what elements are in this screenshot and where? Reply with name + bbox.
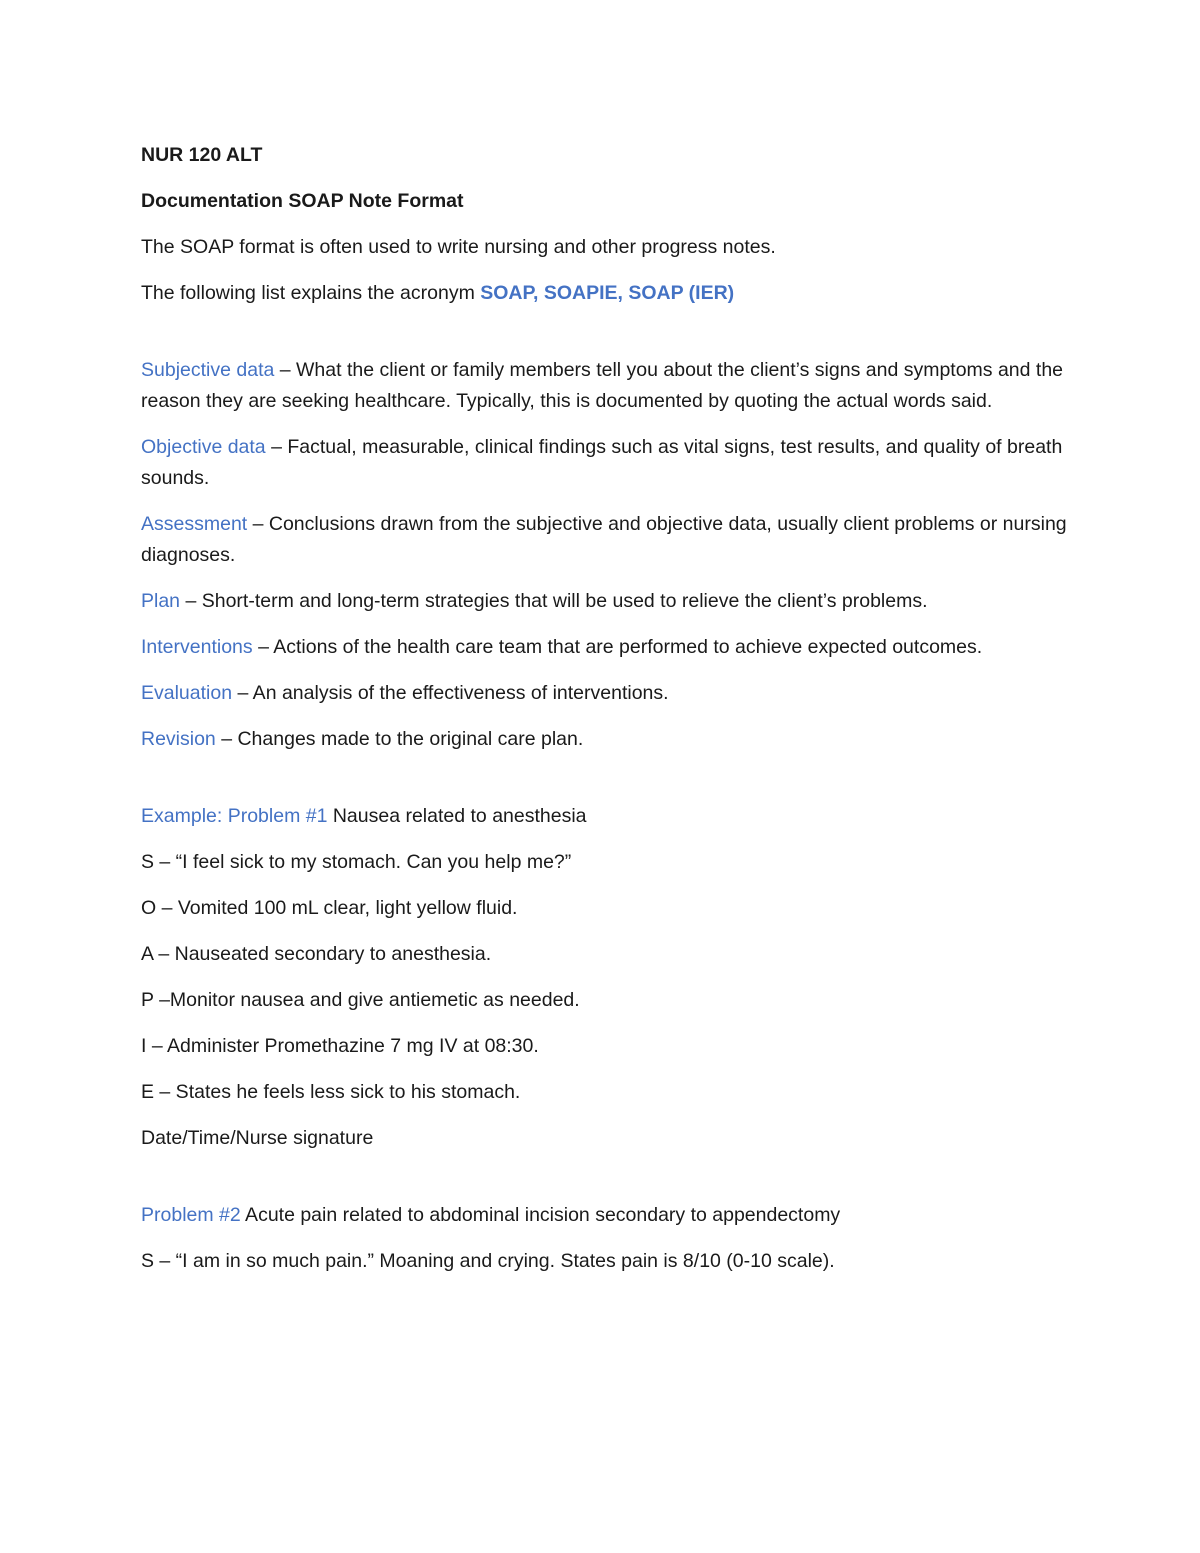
spacer xyxy=(141,770,1071,801)
definition-text: – What the client or family members tell you about the client’s signs and symptoms and the reason they are seeking healthcare. Typically, this is documented by quoting the actual words said. xyxy=(141,359,1064,412)
spacer xyxy=(141,1169,1071,1200)
definition-term: Evaluation xyxy=(141,682,233,704)
intro-line-1: The SOAP format is often used to write nursing and other progress notes. xyxy=(141,236,776,258)
example-1-line: S – “I feel sick to my stomach. Can you help me?” xyxy=(141,851,572,873)
example-1-line: P –Monitor nausea and give antiemetic as needed. xyxy=(141,989,580,1011)
definition-text: – Conclusions drawn from the subjective and objective data, usually client problems or nursing diagnoses. xyxy=(141,513,1067,566)
definition-text: – Actions of the health care team that are performed to achieve expected outcomes. xyxy=(252,636,983,658)
definition-plan xyxy=(141,586,1071,617)
definition-revision xyxy=(141,724,1071,755)
intro-line-2-text: The following list explains the acronym xyxy=(141,282,481,304)
definition-evaluation xyxy=(141,678,1071,709)
definition-text: – Changes made to the original care plan. xyxy=(215,728,584,750)
definition-term: Objective data xyxy=(141,436,266,458)
course-title: NUR 120 ALT xyxy=(141,144,263,166)
definition-term: Interventions xyxy=(141,636,253,658)
example-1-line: I – Administer Promethazine 7 mg IV at 08:30. xyxy=(141,1035,539,1057)
example-2-heading xyxy=(141,1200,1071,1231)
example-1-label: Example: Problem #1 xyxy=(141,805,328,827)
example-1-signature-line: Date/Time/Nurse signature xyxy=(141,1127,374,1149)
example-1-heading xyxy=(141,801,1071,832)
definition-assessment xyxy=(141,509,1071,571)
example-2-problem: Acute pain related to abdominal incision secondary to appendectomy xyxy=(240,1204,841,1226)
definition-term: Assessment xyxy=(141,513,248,535)
document-page xyxy=(141,140,1071,1292)
definition-subjective xyxy=(141,355,1071,417)
definition-term: Subjective data xyxy=(141,359,275,381)
example-1-line: O – Vomited 100 mL clear, light yellow fluid. xyxy=(141,897,518,919)
acronym-list: SOAP, SOAPIE, SOAP (IER) xyxy=(480,282,735,304)
definition-objective xyxy=(141,432,1071,494)
example-2-label: Problem #2 xyxy=(141,1204,241,1226)
example-1-line: A – Nauseated secondary to anesthesia. xyxy=(141,943,492,965)
definition-term: Plan xyxy=(141,590,181,612)
spacer xyxy=(141,324,1071,355)
definition-interventions xyxy=(141,632,1071,663)
intro-line-2 xyxy=(141,278,1071,309)
document-title: Documentation SOAP Note Format xyxy=(141,190,464,212)
definition-text: – An analysis of the effectiveness of interventions. xyxy=(232,682,669,704)
example-2-line: S – “I am in so much pain.” Moaning and crying. States pain is 8/10 (0-10 scale). xyxy=(141,1250,835,1272)
definition-text: – Short-term and long-term strategies that will be used to relieve the client’s problems. xyxy=(180,590,928,612)
example-1-line: E – States he feels less sick to his stomach. xyxy=(141,1081,521,1103)
example-1-problem: Nausea related to anesthesia xyxy=(327,805,587,827)
definition-text: – Factual, measurable, clinical findings such as vital signs, test results, and quality of breath sounds. xyxy=(141,436,1063,489)
definition-term: Revision xyxy=(141,728,216,750)
